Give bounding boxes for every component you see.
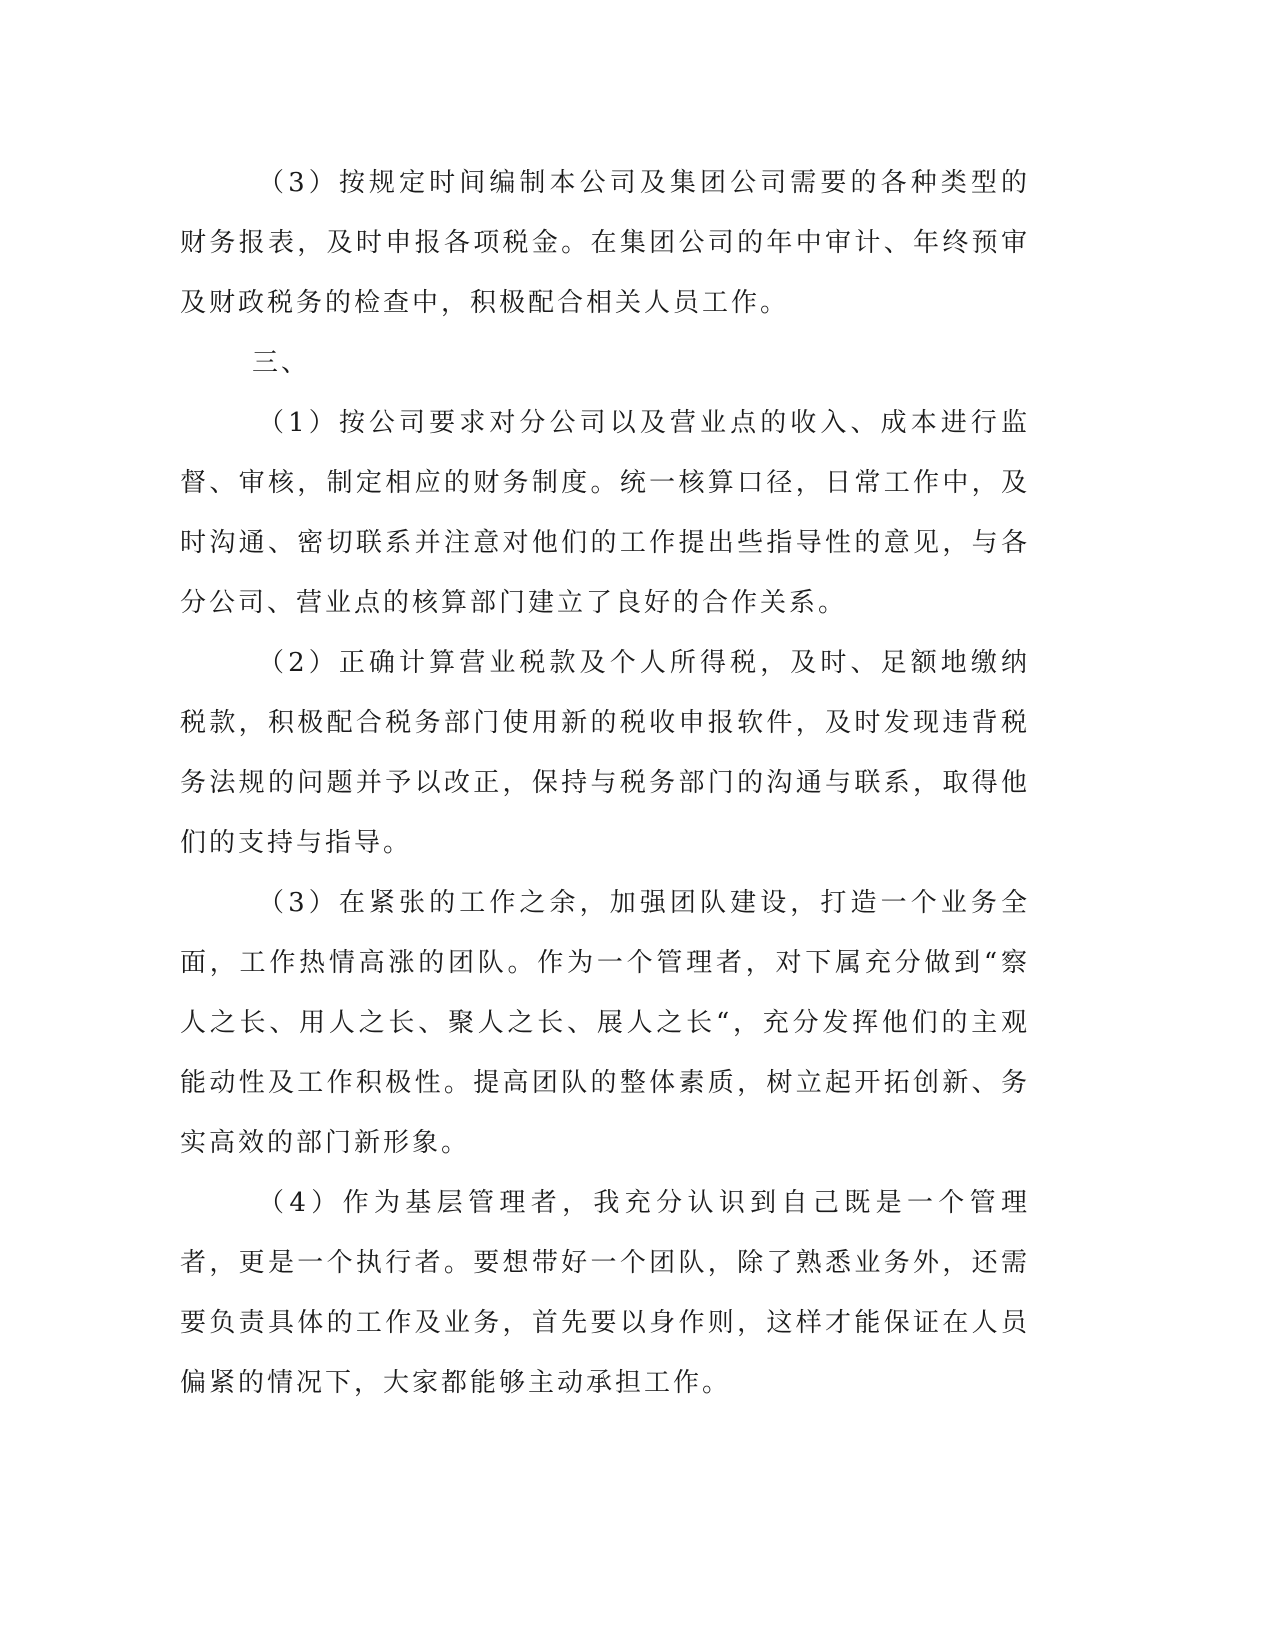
paragraph-1-supervision: （1）按公司要求对分公司以及营业点的收入、成本进行监督、审核，制定相应的财务制度。统一核算口径，日常工作中，及时沟通、密切联系并注意对他们的工作提出些指导性的意见，与各分公司、营业点的核算部门建立了良好的合作关系。 bbox=[180, 408, 1030, 618]
paragraph-3-reports: （3）按规定时间编制本公司及集团公司需要的各种类型的财务报表，及时申报各项税金。在集团公司的年中审计、年终预审及财政税务的检查中，积极配合相关人员工作。 bbox=[180, 168, 1030, 318]
paragraph-3-team: （3）在紧张的工作之余，加强团队建设，打造一个业务全面，工作热情高涨的团队。作为一个管理者，对下属充分做到“察人之长、用人之长、聚人之长、展人之长“，充分发挥他们的主观能动性及工作积极性。提高团队的整体素质，树立起开拓创新、务实高效的部门新形象。 bbox=[180, 888, 1030, 1158]
section-heading-three: 三、 bbox=[252, 348, 311, 378]
paragraph-2-tax: （2）正确计算营业税款及个人所得税，及时、足额地缴纳税款，积极配合税务部门使用新的税收申报软件，及时发现违背税务法规的问题并予以改正，保持与税务部门的沟通与联系，取得他们的支持与指导。 bbox=[180, 648, 1030, 858]
document-body bbox=[180, 153, 1030, 1413]
paragraph-4-manager: （4）作为基层管理者，我充分认识到自己既是一个管理者，更是一个执行者。要想带好一个团队，除了熟悉业务外，还需要负责具体的工作及业务，首先要以身作则，这样才能保证在人员偏紧的情况下，大家都能够主动承担工作。 bbox=[180, 1188, 1030, 1398]
